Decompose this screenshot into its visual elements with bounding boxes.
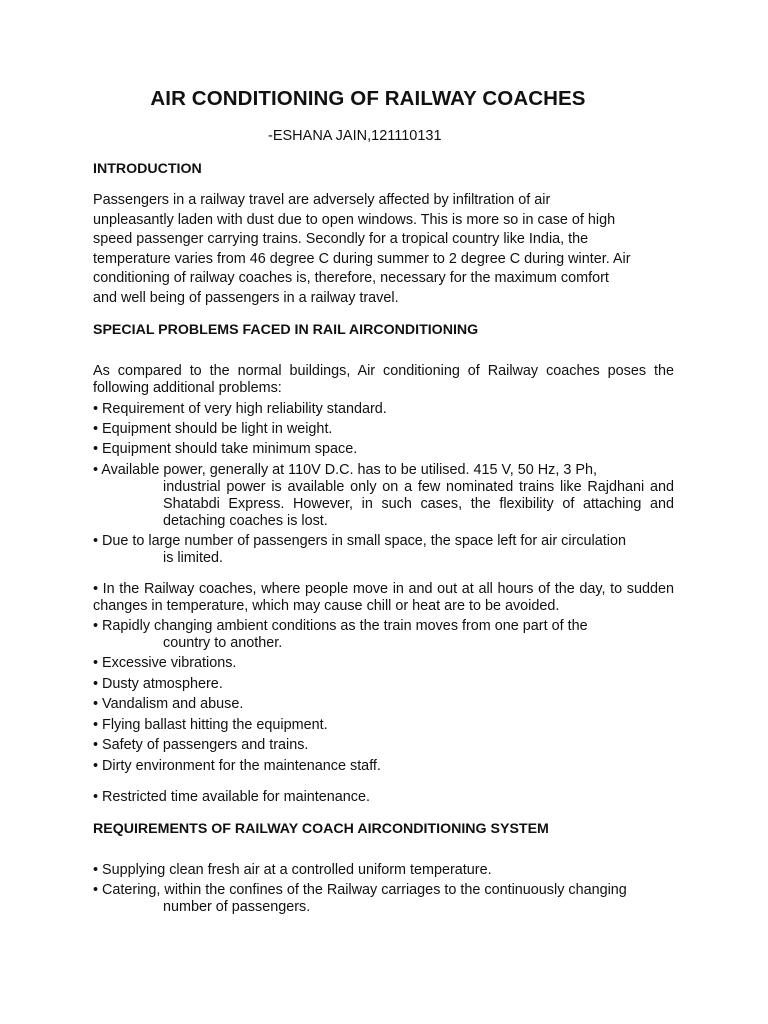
list-item xyxy=(93,882,674,916)
list-item xyxy=(93,462,674,530)
list-item-text: • Equipment should take minimum space. xyxy=(93,441,358,457)
list-item-text: • Requirement of very high reliability standard. xyxy=(93,401,387,417)
list-item-continuation: country to another. xyxy=(163,635,283,651)
list-item xyxy=(93,789,674,806)
list-item-text: • Available power, generally at 110V D.C. has to be utilised. 415 V, 50 Hz, 3 Ph, xyxy=(93,462,597,478)
introduction-paragraph xyxy=(93,191,678,308)
list-item xyxy=(93,655,674,672)
list-item-text: • Dirty environment for the maintenance staff. xyxy=(93,758,381,774)
list-item xyxy=(93,618,674,652)
list-item-text: • Restricted time available for maintenance. xyxy=(93,789,370,805)
list-item xyxy=(93,696,674,713)
list-item-text: • Catering, within the confines of the Railway carriages to the continuously changing xyxy=(93,882,627,898)
list-item xyxy=(93,581,674,615)
list-item xyxy=(93,421,674,438)
list-item xyxy=(93,441,674,458)
problems-intro: As compared to the normal buildings, Air conditioning of Railway coaches poses the following additional problems: xyxy=(93,363,674,396)
list-item xyxy=(93,862,674,879)
list-item-text: • Rapidly changing ambient conditions as the train moves from one part of the xyxy=(93,618,588,634)
list-item-text: • In the Railway coaches, where people move in and out at all hours of the day, to sudden changes in temperature, which may cause chill or heat are to be avoided. xyxy=(93,581,674,614)
list-item-continuation: industrial power is available only on a few nominated trains like Rajdhani and Shatabdi Express. However, in such cases, the flexibility of attaching and detaching coaches is lost. xyxy=(163,479,674,529)
list-item xyxy=(93,737,674,754)
list-item xyxy=(93,717,674,734)
list-item-text: • Equipment should be light in weight. xyxy=(93,421,333,437)
list-item xyxy=(93,533,674,567)
list-item-continuation: number of passengers. xyxy=(163,899,311,915)
list-item xyxy=(93,401,674,418)
list-item-text: • Safety of passengers and trains. xyxy=(93,737,309,753)
section-heading-problems: SPECIAL PROBLEMS FACED IN RAIL AIRCONDITIONING xyxy=(93,322,479,338)
list-item xyxy=(93,758,674,775)
list-item-continuation: is limited. xyxy=(163,550,223,566)
section-heading-requirements: REQUIREMENTS OF RAILWAY COACH AIRCONDITIONING SYSTEM xyxy=(93,821,549,837)
list-item xyxy=(93,676,674,693)
paragraph-line: speed passenger carrying trains. Secondly for a tropical country like India, the xyxy=(93,231,589,247)
paragraph-line: temperature varies from 46 degree C during summer to 2 degree C during winter. Air xyxy=(93,250,631,267)
list-item-text: • Dusty atmosphere. xyxy=(93,676,223,692)
document-title: AIR CONDITIONING OF RAILWAY COACHES xyxy=(150,87,586,110)
list-item-text: • Due to large number of passengers in small space, the space left for air circulation xyxy=(93,533,626,549)
paragraph-line: Passengers in a railway travel are adversely affected by infiltration of air xyxy=(93,192,551,208)
list-item-text: • Flying ballast hitting the equipment. xyxy=(93,717,328,733)
section-heading-introduction: INTRODUCTION xyxy=(93,161,202,177)
list-item-text: • Excessive vibrations. xyxy=(93,655,237,671)
paragraph-line: and well being of passengers in a railway travel. xyxy=(93,289,399,306)
list-item-text: • Supplying clean fresh air at a controlled uniform temperature. xyxy=(93,862,492,878)
paragraph-line: conditioning of railway coaches is, therefore, necessary for the maximum comfort xyxy=(93,270,609,286)
paragraph-line: unpleasantly laden with dust due to open windows. This is more so in case of high xyxy=(93,211,616,228)
document-author: -ESHANA JAIN,121110131 xyxy=(268,128,442,144)
list-item-text: • Vandalism and abuse. xyxy=(93,696,244,712)
